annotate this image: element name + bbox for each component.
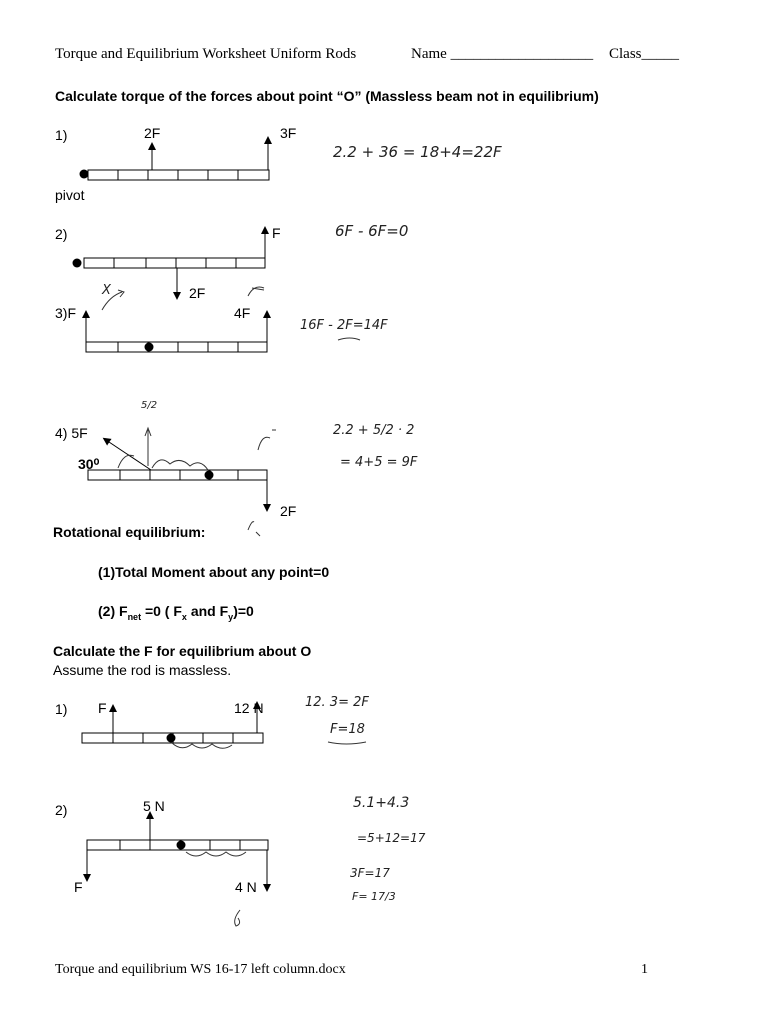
rotational-item-1: (1)Total Moment about any point=0 <box>98 564 330 580</box>
section2-heading: Calculate the F for equilibrium about O <box>53 643 312 659</box>
q1-force-a: F <box>98 700 107 716</box>
q1-pivot-dot <box>167 734 176 743</box>
q1-hand-wave <box>172 743 232 748</box>
rotational-heading: Rotational equilibrium: <box>53 524 206 540</box>
p4-work-1: 2.2 + 5/2 · 2 <box>333 423 415 438</box>
q1-number: 1) <box>55 701 68 717</box>
q1-work-1: 12. 3= 2F <box>305 695 369 710</box>
q1-force-b: 12 N <box>234 700 264 716</box>
p2-force-a: F <box>272 225 281 241</box>
p4-hand-vertical <box>145 428 151 466</box>
q2-work-1: 5.1+4.3 <box>353 795 410 811</box>
p4-number: 4) 5F <box>55 425 88 441</box>
p3-hand-arrow-right <box>248 287 264 296</box>
p2-rod <box>84 258 265 268</box>
p3-hand-arrow-left <box>102 290 124 310</box>
section2-subheading: Assume the rod is massless. <box>53 662 232 678</box>
q2-work-4: F= 17/3 <box>352 890 396 903</box>
p4-rod <box>88 470 267 480</box>
q2-force-b: 4 N <box>235 879 257 895</box>
p1-pivot-label: pivot <box>55 187 85 203</box>
p4-fraction: 5/2 <box>141 400 158 411</box>
p2-force-b: 2F <box>189 285 206 301</box>
p3-mark-x: X <box>102 283 111 298</box>
p4-pivot-dot <box>205 471 214 480</box>
p4-force-b: 2F <box>280 503 297 519</box>
p2-work: 6F - 6F=0 <box>335 222 409 240</box>
p2-pivot-dot <box>73 259 82 268</box>
q2-pivot-dot <box>177 841 186 850</box>
q1-hand-underline <box>328 742 366 744</box>
p4-hand-loops <box>152 460 208 470</box>
name-field: Name ___________________ <box>411 46 594 62</box>
p4-hand-mark <box>258 430 276 450</box>
p2-number: 2) <box>55 226 68 242</box>
p4-hand-mark-bottom <box>248 522 260 536</box>
p3-rod <box>86 342 267 352</box>
p4-work-2: = 4+5 = 9F <box>340 455 418 470</box>
q2-hand-mark <box>235 910 240 926</box>
p1-pivot-dot <box>80 170 89 179</box>
p3-force-b: 4F <box>234 305 251 321</box>
footer-filename: Torque and equilibrium WS 16-17 left column.docx <box>55 962 346 977</box>
p1-force-a: 2F <box>144 125 161 141</box>
p1-rod <box>88 170 269 180</box>
q2-work-2: =5+12=17 <box>357 831 426 845</box>
q2-force-c: F <box>74 879 83 895</box>
q2-number: 2) <box>55 802 68 818</box>
class-field: Class_____ <box>609 46 680 62</box>
q2-work-3: 3F=17 <box>350 866 390 880</box>
rotational-item-2: (2) $F_{net} =0$ ( $F_x$ and $F_y)=0$ <box>98 603 254 622</box>
q1-work-2: F=18 <box>330 722 365 737</box>
p1-work: 2.2 + 36 = 18+4=22F <box>333 143 502 161</box>
p1-number: 1) <box>55 127 68 143</box>
q2-force-a: 5 N <box>143 798 165 814</box>
section1-heading: Calculate torque of the forces about point “O” (Massless beam not in equilibrium) <box>55 88 599 104</box>
p4-angle: 30⁰ <box>78 456 100 472</box>
footer-page-number: 1 <box>641 962 648 977</box>
q2-hand-wave <box>186 852 246 856</box>
worksheet-title: Torque and Equilibrium Worksheet Uniform Rods <box>55 46 357 62</box>
p3-work: 16F - 2F=14F <box>300 318 388 333</box>
p1-force-b: 3F <box>280 125 297 141</box>
p3-hand-underline <box>338 338 360 340</box>
p3-pivot-dot <box>145 343 154 352</box>
p3-number: 3)F <box>55 305 76 321</box>
